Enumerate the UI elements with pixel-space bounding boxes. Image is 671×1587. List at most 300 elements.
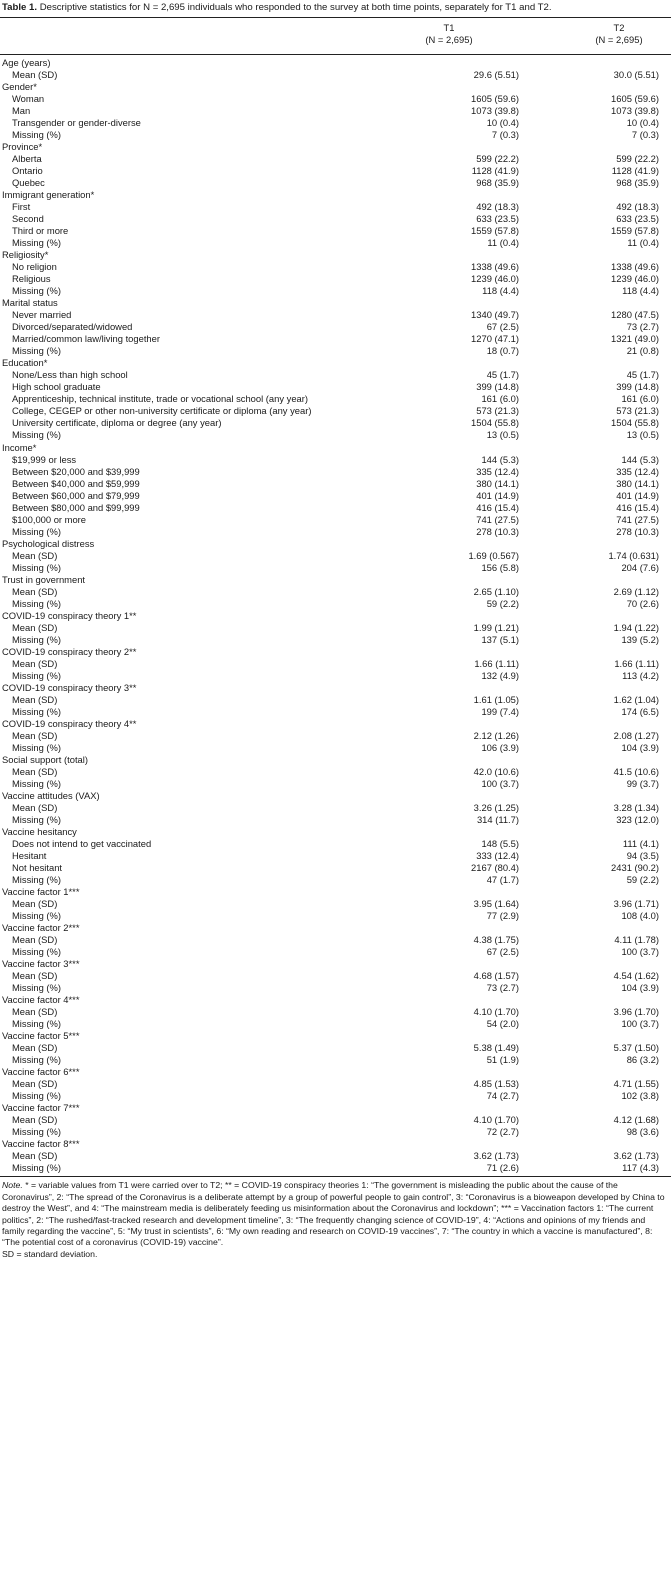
- table-row: [0, 730, 671, 742]
- row-label: Ontario: [12, 165, 43, 177]
- row-label: $19,999 or less: [12, 453, 77, 465]
- row-label: Missing (%): [12, 345, 61, 357]
- table-row: [0, 466, 671, 478]
- cell-t2: 4.54 (1.62): [613, 970, 659, 982]
- row-label: Missing (%): [12, 561, 61, 573]
- table-row: [0, 417, 671, 429]
- table-row: [0, 598, 671, 610]
- table-row: [0, 1006, 671, 1018]
- cell-t1: 1.99 (1.21): [473, 621, 519, 633]
- table-row: [0, 237, 671, 249]
- cell-t1: 1270 (47.1): [471, 333, 519, 345]
- cell-t1: 573 (21.3): [476, 405, 519, 417]
- row-label: Mean (SD): [12, 1150, 58, 1162]
- row-label: Mean (SD): [12, 1078, 58, 1090]
- table-row: [0, 454, 671, 466]
- cell-t2: 86 (3.2): [626, 1054, 659, 1066]
- table-row: [0, 562, 671, 574]
- column-t2-name: T2: [613, 22, 625, 33]
- cell-t2: 174 (6.5): [621, 705, 659, 717]
- cell-t2: 4.71 (1.55): [613, 1078, 659, 1090]
- row-label: Missing (%): [12, 982, 61, 994]
- row-label: Mean (SD): [12, 898, 58, 910]
- table-row: [0, 490, 671, 502]
- column-t2: [579, 22, 659, 46]
- note-sd: SD = standard deviation.: [2, 1248, 98, 1259]
- table-section-row: [0, 886, 671, 898]
- cell-t2: 1280 (47.5): [611, 309, 659, 321]
- cell-t1: 1128 (41.9): [471, 165, 519, 177]
- cell-t2: 380 (14.1): [616, 477, 659, 489]
- row-label: Mean (SD): [12, 585, 58, 597]
- cell-t1: 4.10 (1.70): [473, 1114, 519, 1126]
- column-t1: [409, 22, 489, 46]
- row-label: Vaccine factor 2***: [2, 922, 80, 934]
- row-label: Missing (%): [12, 597, 61, 609]
- cell-t1: 1559 (57.8): [471, 225, 519, 237]
- table-section-row: [0, 538, 671, 550]
- table-row: [0, 309, 671, 321]
- cell-t2: 10 (0.4): [626, 117, 659, 129]
- row-label: $100,000 or more: [12, 513, 87, 525]
- table-row: [0, 874, 671, 886]
- cell-t1: 18 (0.7): [486, 345, 519, 357]
- cell-t1: 42.0 (10.6): [473, 765, 519, 777]
- row-label: Mean (SD): [12, 729, 58, 741]
- table-row: [0, 622, 671, 634]
- cell-t2: 2.69 (1.12): [613, 585, 659, 597]
- cell-t1: 2167 (80.4): [471, 862, 519, 874]
- cell-t1: 132 (4.9): [481, 669, 519, 681]
- row-label: Between $80,000 and $99,999: [12, 501, 140, 513]
- row-label: Religious: [12, 273, 51, 285]
- table-row: [0, 333, 671, 345]
- table-note: [0, 1177, 671, 1260]
- row-label: Mean (SD): [12, 621, 58, 633]
- table-row: [0, 129, 671, 141]
- row-label: Does not intend to get vaccinated: [12, 838, 152, 850]
- table-section-row: [0, 57, 671, 69]
- row-label: Woman: [12, 93, 45, 105]
- cell-t2: 111 (4.1): [622, 838, 659, 850]
- table-section-row: [0, 1030, 671, 1042]
- table-row: [0, 1042, 671, 1054]
- table-row: [0, 1018, 671, 1030]
- cell-t1: 2.65 (1.10): [473, 585, 519, 597]
- row-label: Missing (%): [12, 777, 61, 789]
- column-header: [0, 18, 671, 54]
- cell-t2: 98 (3.6): [626, 1126, 659, 1138]
- cell-t2: 104 (3.9): [621, 741, 659, 753]
- table-row: [0, 814, 671, 826]
- row-label: Between $60,000 and $79,999: [12, 489, 140, 501]
- row-label: Not hesitant: [12, 862, 63, 874]
- cell-t2: 113 (4.2): [622, 669, 659, 681]
- cell-t1: 3.95 (1.64): [473, 898, 519, 910]
- cell-t1: 59 (2.2): [486, 597, 519, 609]
- table-row: [0, 550, 671, 562]
- cell-t1: 3.62 (1.73): [473, 1150, 519, 1162]
- table-section-row: [0, 610, 671, 622]
- row-label: Mean (SD): [12, 657, 58, 669]
- row-label: Mean (SD): [12, 693, 58, 705]
- row-label: Missing (%): [12, 1018, 61, 1030]
- row-label: Vaccine factor 3***: [2, 958, 80, 970]
- table-row: [0, 898, 671, 910]
- cell-t1: 278 (10.3): [476, 525, 519, 537]
- cell-t1: 5.38 (1.49): [473, 1042, 519, 1054]
- cell-t2: 7 (0.3): [631, 129, 659, 141]
- cell-t2: 1338 (49.6): [611, 261, 659, 273]
- row-label: Gender*: [2, 81, 37, 93]
- table-row: [0, 345, 671, 357]
- table-row: [0, 1078, 671, 1090]
- row-label: Mean (SD): [12, 1006, 58, 1018]
- table-label: Table 1.: [2, 2, 38, 13]
- table-row: [0, 285, 671, 297]
- cell-t2: 73 (2.7): [626, 321, 659, 333]
- cell-t1: 137 (5.1): [481, 633, 519, 645]
- cell-t1: 3.26 (1.25): [473, 801, 519, 813]
- cell-t2: 3.62 (1.73): [613, 1150, 659, 1162]
- cell-t1: 156 (5.8): [481, 561, 519, 573]
- row-label: No religion: [12, 261, 57, 273]
- column-t2-n: (N = 2,695): [595, 34, 643, 45]
- row-label: Vaccine factor 8***: [2, 1138, 80, 1150]
- cell-t2: 335 (12.4): [616, 465, 659, 477]
- row-label: Income*: [2, 441, 37, 453]
- cell-t2: 1073 (39.8): [611, 105, 659, 117]
- cell-t1: 74 (2.7): [486, 1090, 519, 1102]
- cell-t2: 13 (0.5): [626, 429, 659, 441]
- cell-t1: 148 (5.5): [481, 838, 519, 850]
- cell-t2: 401 (14.9): [616, 489, 659, 501]
- cell-t1: 335 (12.4): [476, 465, 519, 477]
- row-label: Never married: [12, 309, 72, 321]
- cell-t2: 4.12 (1.68): [613, 1114, 659, 1126]
- table-section-row: [0, 81, 671, 93]
- cell-t1: 51 (1.9): [486, 1054, 519, 1066]
- row-label: Quebec: [12, 177, 45, 189]
- cell-t2: 161 (6.0): [621, 393, 659, 405]
- table-row: [0, 381, 671, 393]
- table-row: [0, 105, 671, 117]
- cell-t2: 1321 (49.0): [611, 333, 659, 345]
- table-section-row: [0, 646, 671, 658]
- row-label: Social support (total): [2, 753, 88, 765]
- cell-t2: 323 (12.0): [616, 813, 659, 825]
- table-row: [0, 658, 671, 670]
- table-section-row: [0, 249, 671, 261]
- table-row: [0, 478, 671, 490]
- cell-t2: 2431 (90.2): [611, 862, 659, 874]
- cell-t2: 70 (2.6): [626, 597, 659, 609]
- cell-t2: 1128 (41.9): [611, 165, 659, 177]
- row-label: Missing (%): [12, 813, 61, 825]
- cell-t1: 1073 (39.8): [471, 105, 519, 117]
- row-label: Missing (%): [12, 129, 61, 141]
- cell-t1: 1.66 (1.11): [474, 657, 519, 669]
- row-label: High school graduate: [12, 381, 101, 393]
- cell-t1: 73 (2.7): [486, 982, 519, 994]
- column-t1-name: T1: [443, 22, 455, 33]
- row-label: Mean (SD): [12, 1114, 58, 1126]
- row-label: Missing (%): [12, 525, 61, 537]
- table-row: [0, 742, 671, 754]
- cell-t2: 102 (3.8): [621, 1090, 659, 1102]
- table-row: [0, 429, 671, 441]
- cell-t2: 99 (3.7): [626, 777, 659, 789]
- cell-t1: 4.85 (1.53): [473, 1078, 519, 1090]
- table-row: [0, 970, 671, 982]
- row-label: Mean (SD): [12, 69, 58, 81]
- row-label: COVID-19 conspiracy theory 4**: [2, 717, 137, 729]
- cell-t2: 100 (3.7): [621, 1018, 659, 1030]
- table-row: [0, 201, 671, 213]
- cell-t2: 104 (3.9): [621, 982, 659, 994]
- table-row: [0, 177, 671, 189]
- table-row: [0, 321, 671, 333]
- cell-t2: 1559 (57.8): [611, 225, 659, 237]
- cell-t1: 1605 (59.6): [471, 93, 519, 105]
- row-label: Missing (%): [12, 874, 61, 886]
- cell-t2: 968 (35.9): [616, 177, 659, 189]
- cell-t2: 633 (23.5): [616, 213, 659, 225]
- cell-t2: 144 (5.3): [621, 453, 659, 465]
- cell-t1: 29.6 (5.51): [473, 69, 519, 81]
- row-label: Mean (SD): [12, 549, 58, 561]
- row-label: Missing (%): [12, 429, 61, 441]
- cell-t1: 67 (2.5): [486, 321, 519, 333]
- table-row: [0, 1162, 671, 1174]
- row-label: Missing (%): [12, 946, 61, 958]
- table-row: [0, 225, 671, 237]
- cell-t1: 401 (14.9): [476, 489, 519, 501]
- row-label: Mean (SD): [12, 1042, 58, 1054]
- cell-t2: 599 (22.2): [616, 153, 659, 165]
- table-row: [0, 69, 671, 81]
- table-row: [0, 393, 671, 405]
- cell-t1: 11 (0.4): [487, 237, 519, 249]
- cell-t1: 599 (22.2): [476, 153, 519, 165]
- cell-t2: 139 (5.2): [621, 633, 659, 645]
- cell-t1: 1504 (55.8): [471, 417, 519, 429]
- table-row: [0, 1150, 671, 1162]
- cell-t1: 2.12 (1.26): [473, 729, 519, 741]
- cell-t1: 4.68 (1.57): [473, 970, 519, 982]
- cell-t2: 1239 (46.0): [611, 273, 659, 285]
- table-section-row: [0, 718, 671, 730]
- cell-t1: 10 (0.4): [486, 117, 519, 129]
- row-label: Apprenticeship, technical institute, trade or vocational school (any year): [12, 393, 308, 405]
- row-label: Third or more: [12, 225, 69, 237]
- row-label: Province*: [2, 141, 43, 153]
- table-section-row: [0, 442, 671, 454]
- cell-t1: 161 (6.0): [481, 393, 519, 405]
- cell-t2: 100 (3.7): [621, 946, 659, 958]
- row-label: Mean (SD): [12, 801, 58, 813]
- table-caption: [0, 0, 671, 14]
- table-row: [0, 670, 671, 682]
- cell-t1: 54 (2.0): [486, 1018, 519, 1030]
- cell-t1: 1338 (49.6): [471, 261, 519, 273]
- cell-t1: 72 (2.7): [486, 1126, 519, 1138]
- cell-t2: 1605 (59.6): [611, 93, 659, 105]
- table-row: [0, 766, 671, 778]
- cell-t1: 492 (18.3): [476, 201, 519, 213]
- table-row: [0, 526, 671, 538]
- cell-t2: 118 (4.4): [622, 285, 659, 297]
- table-section-row: [0, 922, 671, 934]
- row-label: Transgender or gender-diverse: [12, 117, 141, 129]
- row-label: Hesitant: [12, 850, 47, 862]
- cell-t2: 1.94 (1.22): [613, 621, 659, 633]
- row-label: Mean (SD): [12, 934, 58, 946]
- row-label: Psychological distress: [2, 537, 95, 549]
- cell-t1: 118 (4.4): [482, 285, 519, 297]
- table-section-row: [0, 189, 671, 201]
- cell-t1: 399 (14.8): [476, 381, 519, 393]
- row-label: Vaccine hesitancy: [2, 826, 77, 837]
- table-row: [0, 862, 671, 874]
- table-row: [0, 1126, 671, 1138]
- cell-t1: 45 (1.7): [486, 369, 519, 381]
- cell-t2: 59 (2.2): [626, 874, 659, 886]
- cell-t1: 333 (12.4): [476, 850, 519, 862]
- table-row: [0, 514, 671, 526]
- cell-t2: 41.5 (10.6): [613, 765, 659, 777]
- cell-t2: 741 (27.5): [616, 513, 659, 525]
- cell-t1: 77 (2.9): [486, 910, 519, 922]
- table-section-row: [0, 994, 671, 1006]
- table-row: [0, 634, 671, 646]
- row-label: Missing (%): [12, 237, 61, 249]
- row-label: Missing (%): [12, 705, 61, 717]
- table-section-row: [0, 826, 671, 838]
- row-label: First: [12, 201, 31, 213]
- row-label: Mean (SD): [12, 970, 58, 982]
- cell-t2: 492 (18.3): [616, 201, 659, 213]
- cell-t1: 416 (15.4): [476, 501, 519, 513]
- cell-t2: 94 (3.5): [626, 850, 659, 862]
- row-label: Alberta: [12, 153, 42, 165]
- cell-t2: 278 (10.3): [616, 525, 659, 537]
- table-row: [0, 706, 671, 718]
- table-row: [0, 946, 671, 958]
- table-row: [0, 153, 671, 165]
- row-label: Vaccine factor 4***: [2, 994, 80, 1006]
- row-label: Immigrant generation*: [2, 189, 95, 201]
- row-label: Married/common law/living together: [12, 333, 160, 345]
- cell-t1: 7 (0.3): [491, 129, 519, 141]
- cell-t1: 1239 (46.0): [471, 273, 519, 285]
- table-row: [0, 850, 671, 862]
- cell-t2: 30.0 (5.51): [613, 69, 659, 81]
- table-section-row: [0, 754, 671, 766]
- table-row: [0, 273, 671, 285]
- row-label: Missing (%): [12, 741, 61, 753]
- cell-t1: 633 (23.5): [476, 213, 519, 225]
- cell-t2: 1.62 (1.04): [613, 693, 659, 705]
- table-row: [0, 694, 671, 706]
- table-row: [0, 778, 671, 790]
- cell-t2: 3.28 (1.34): [613, 801, 659, 813]
- note-text: * = variable values from T1 were carried over to T2; ** = COVID-19 conspiracy theories 1: “The government is misleading the public about the cause of the Coronavirus”, 2: “The spread of the Coronavirus is a deliberate attempt by a group of powerful people to gain control”, 3: “Coronavirus is a bioweapon developed by China to destroy the West”, and 4: “The mainstream media is deliberately feeding us misinformation about the Coronavirus and lockdown”; *** = Vaccination factors 1: “The current politics”, 2: “The rushed/fast-tracked research and development timeline”, 3: “The frequently changing science of COVID-19”, 4: “Actions and opinions of my friends and family regarding the vaccine”, 5: “My trust in scientists”, 6: “My own reading and research on COVID-19 vaccines”, 7: “The country in which a vaccine is manufactured”, 8: “The potential cost of a coronavirus (COVID-19) vaccine”.: [2, 1180, 665, 1248]
- row-label: Between $20,000 and $39,999: [12, 465, 140, 477]
- table-row: [0, 910, 671, 922]
- cell-t2: 4.11 (1.78): [614, 934, 659, 946]
- table-row: [0, 405, 671, 417]
- row-label: Missing (%): [12, 910, 61, 922]
- cell-t1: 4.38 (1.75): [473, 934, 519, 946]
- table-section-row: [0, 297, 671, 309]
- row-label: Man: [12, 105, 31, 117]
- table-row: [0, 261, 671, 273]
- row-label: None/Less than high school: [12, 369, 128, 381]
- cell-t2: 11 (0.4): [627, 237, 659, 249]
- cell-t2: 1.74 (0.631): [608, 549, 659, 561]
- cell-t1: 1.69 (0.567): [468, 549, 519, 561]
- row-label: Second: [12, 213, 44, 225]
- row-label: Missing (%): [12, 1162, 61, 1174]
- table-section-row: [0, 141, 671, 153]
- cell-t1: 13 (0.5): [486, 429, 519, 441]
- cell-t1: 1.61 (1.05): [473, 693, 519, 705]
- note-label: Note.: [2, 1180, 23, 1191]
- row-label: Education*: [2, 357, 48, 369]
- cell-t1: 71 (2.6): [486, 1162, 519, 1174]
- table-section-row: [0, 1102, 671, 1114]
- cell-t2: 1504 (55.8): [611, 417, 659, 429]
- cell-t1: 4.10 (1.70): [473, 1006, 519, 1018]
- row-label: Vaccine factor 7***: [2, 1102, 80, 1114]
- row-label: Vaccine factor 1***: [2, 886, 80, 898]
- cell-t1: 67 (2.5): [486, 946, 519, 958]
- row-label: College, CEGEP or other non-university certificate or diploma (any year): [12, 405, 312, 417]
- row-label: Missing (%): [12, 1090, 61, 1102]
- row-label: Mean (SD): [12, 765, 58, 777]
- table-section-row: [0, 958, 671, 970]
- cell-t1: 741 (27.5): [476, 513, 519, 525]
- row-label: COVID-19 conspiracy theory 3**: [2, 681, 137, 693]
- cell-t1: 144 (5.3): [481, 453, 519, 465]
- table-row: [0, 934, 671, 946]
- cell-t2: 204 (7.6): [621, 561, 659, 573]
- table-section-row: [0, 790, 671, 802]
- table-row: [0, 1114, 671, 1126]
- table-body: [0, 55, 671, 1174]
- cell-t2: 416 (15.4): [616, 501, 659, 513]
- table-section-row: [0, 682, 671, 694]
- table-row: [0, 369, 671, 381]
- cell-t2: 21 (0.8): [626, 345, 659, 357]
- cell-t2: 3.96 (1.70): [613, 1006, 659, 1018]
- row-label: Religiosity*: [2, 249, 49, 261]
- cell-t1: 199 (7.4): [481, 705, 519, 717]
- row-label: Divorced/separated/widowed: [12, 321, 133, 333]
- cell-t2: 399 (14.8): [616, 381, 659, 393]
- row-label: COVID-19 conspiracy theory 2**: [2, 645, 137, 657]
- row-label: Missing (%): [12, 1054, 61, 1066]
- table-section-row: [0, 1066, 671, 1078]
- table-row: [0, 1054, 671, 1066]
- table-section-row: [0, 574, 671, 586]
- table-row: [0, 502, 671, 514]
- cell-t2: 3.96 (1.71): [613, 898, 659, 910]
- cell-t2: 108 (4.0): [621, 910, 659, 922]
- table-section-row: [0, 1138, 671, 1150]
- cell-t2: 5.37 (1.50): [613, 1042, 659, 1054]
